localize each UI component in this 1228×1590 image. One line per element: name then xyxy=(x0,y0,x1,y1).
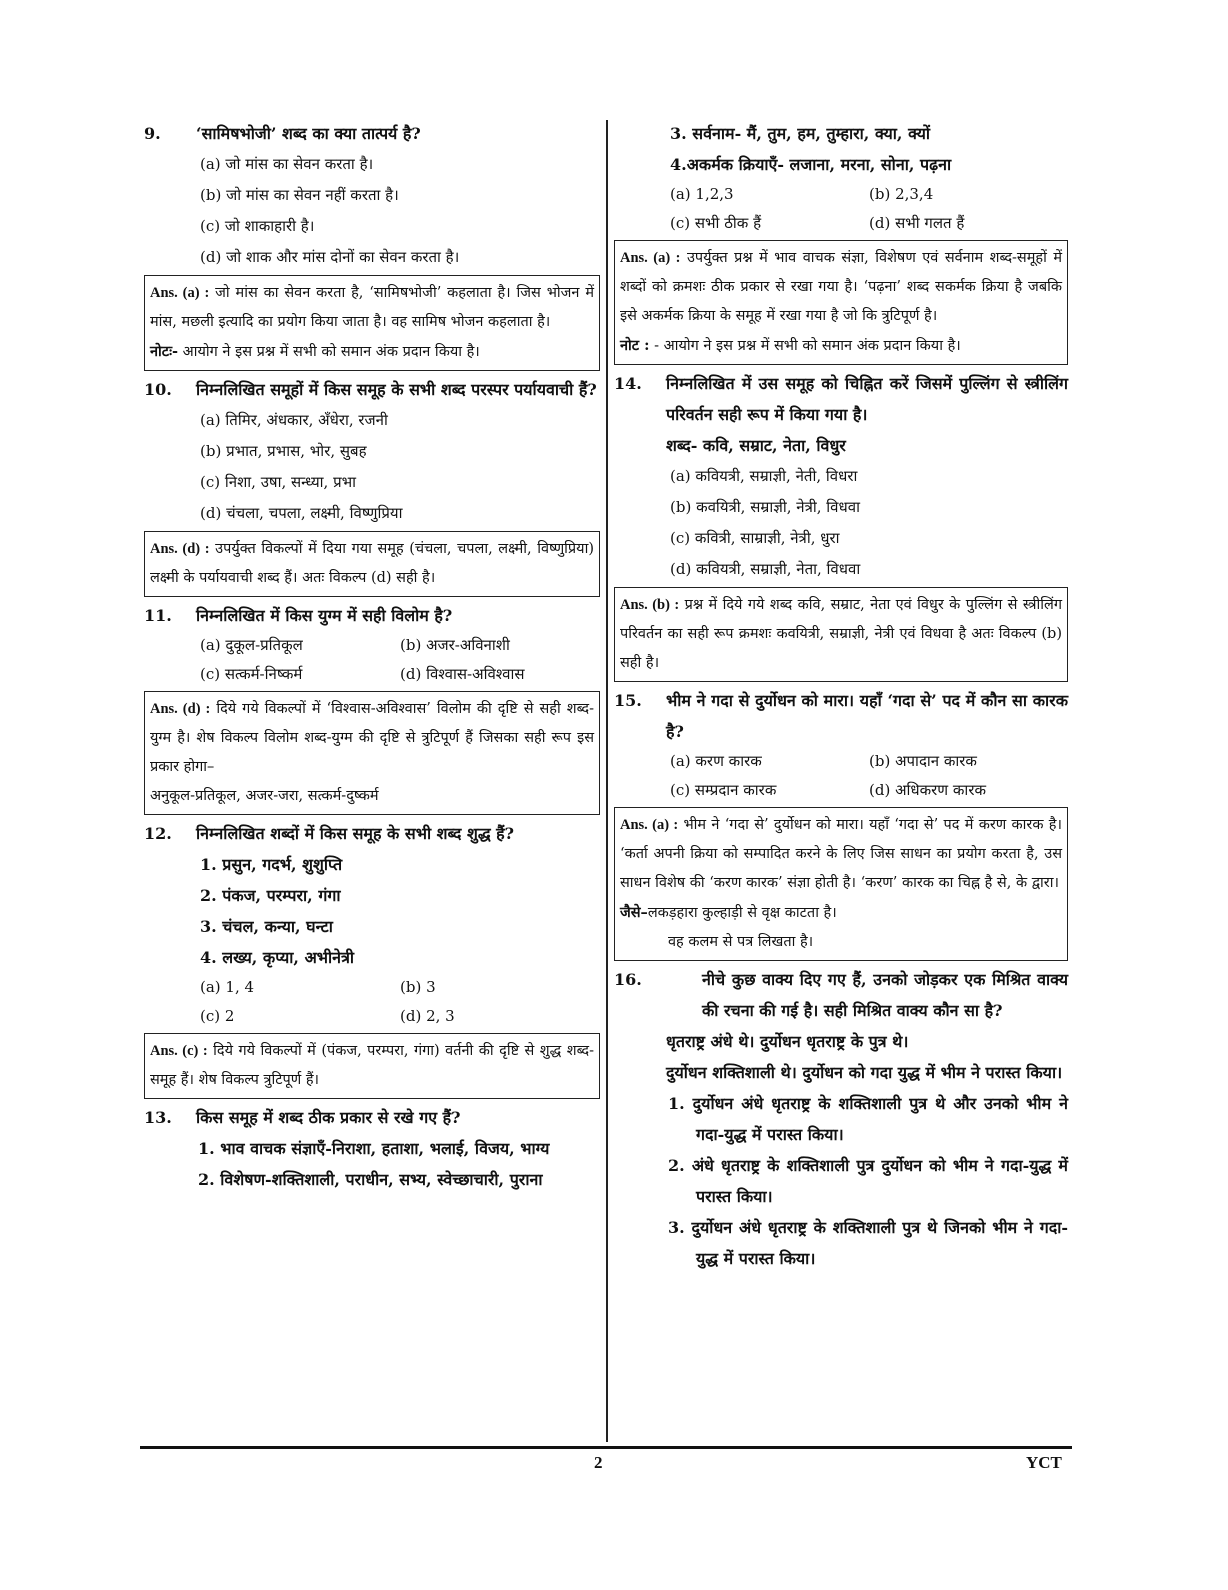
option-c: (c) जो शाकाहारी है। xyxy=(200,217,315,235)
left-column xyxy=(144,118,600,1195)
answer-box xyxy=(144,275,600,371)
question-number: 10. xyxy=(144,380,172,399)
question-16 xyxy=(614,964,1068,1274)
option-b: (b) प्रभात, प्रभास, भोर, सुबह xyxy=(200,442,367,460)
answer-label: Ans. (d) : xyxy=(150,701,211,717)
word-list: शब्द- कवि, सम्राट, नेता, विधुर xyxy=(666,436,846,455)
question-text: ‘सामिषभोजी’ शब्द का क्या तात्पर्य है? xyxy=(196,124,421,143)
answer-box xyxy=(614,240,1068,365)
options-grid xyxy=(614,180,1068,238)
answer-text: दिये गये विकल्पों में ‘विश्वास-अविश्वास’ विलोम की दृष्टि से सही शब्द-युग्म है। शेष विकल्प विलोम शब्द-युग्म की दृष्टि से त्रुटिपूर्ण हैं जिसका सही रूप इस प्रकार होगा– xyxy=(150,701,594,775)
question-text: निम्नलिखित शब्दों में किस समूह के सभी शब्द शुद्ध हैं? xyxy=(196,824,515,843)
brand-label: YCT xyxy=(1026,1453,1062,1472)
option-c: (c) 2 xyxy=(200,1007,235,1025)
question-number: 9. xyxy=(144,124,161,143)
note-label: नोट : xyxy=(620,337,650,354)
example-label: जैसे– xyxy=(620,904,648,921)
question-13-continued xyxy=(614,118,1068,365)
option-c: (c) कवित्री, साम्राज्ञी, नेत्री, धुरा xyxy=(670,529,840,547)
option-a: (a) 1,2,3 xyxy=(670,185,734,203)
sentence: दुर्योधन शक्तिशाली थे। दुर्योधन को गदा युद्ध में भीम ने परास्त किया। xyxy=(666,1063,1063,1082)
note-text: - आयोग ने इस प्रश्न में सभी को समान अंक प्रदान किया है। xyxy=(649,338,961,354)
option-b: (b) अजर-अविनाशी xyxy=(400,636,510,654)
question-text: निम्नलिखित में उस समूह को चिह्नित करें जिसमें पुल्लिंग से स्त्रीलिंग परिवर्तन सही रूप में किया गया है। xyxy=(666,374,1068,424)
option-c: (c) सत्कर्म-निष्कर्म xyxy=(200,665,303,683)
option-a: (a) करण कारक xyxy=(670,752,762,770)
sentence: धृतराष्ट्र अंधे थे। दुर्योधन धृतराष्ट्र के पुत्र थे। xyxy=(666,1032,909,1051)
question-9 xyxy=(144,118,600,371)
answer-label: Ans. (a) : xyxy=(620,250,681,266)
right-column xyxy=(614,118,1068,1274)
example-text: वह कलम से पत्र लिखता है। xyxy=(668,934,814,950)
question-13 xyxy=(144,1102,600,1195)
option-c: (c) सभी ठीक हैं xyxy=(670,214,762,232)
question-14 xyxy=(614,368,1068,682)
question-text: भीम ने गदा से दुर्योधन को मारा। यहाँ ‘गदा से’ पद में कौन सा कारक है? xyxy=(666,691,1068,741)
option-d: (d) कवियत्री, सम्राज्ञी, नेता, विधवा xyxy=(670,560,861,578)
option-c: (c) सम्प्रदान कारक xyxy=(670,781,777,799)
answer-text: दिये गये विकल्पों में (पंकज, परम्परा, गंगा) वर्तनी की दृष्टि से शुद्ध शब्द-समूह हैं। शेष विकल्प त्रुटिपूर्ण हैं। xyxy=(150,1043,594,1088)
list-item: 1. प्रसुन, गदर्भ, शुशुप्ति xyxy=(200,855,343,874)
list-item: 4.अकर्मक क्रियाएँ- लजाना, मरना, सोना, पढ़ना xyxy=(670,155,952,174)
question-text: किस समूह में शब्द ठीक प्रकार से रखे गए हैं? xyxy=(196,1108,461,1127)
option-b: (b) जो मांस का सेवन नहीं करता है। xyxy=(200,186,399,204)
answer-label: Ans. (a) : xyxy=(620,817,679,833)
answer-box xyxy=(614,807,1068,961)
question-text: नीचे कुछ वाक्य दिए गए हैं, उनको जोड़कर एक मिश्रित वाक्य की रचना की गई है। सही मिश्रित वाक्य कौन सा है? xyxy=(702,970,1068,1020)
example-text: लकड़हारा कुल्हाड़ी से वृक्ष काटता है। xyxy=(647,905,837,921)
option-a: (a) 1, 4 xyxy=(200,978,255,996)
option-b: (b) कवयित्री, सम्राज्ञी, नेत्री, विधवा xyxy=(670,498,860,516)
answer-text: उपर्युक्त विकल्पों में दिया गया समूह (चंचला, चपला, लक्ष्मी, विष्णुप्रिया) लक्ष्मी के पर्यायवाची शब्द हैं। अतः विकल्प (d) सही है। xyxy=(150,541,595,586)
list-item: 2. अंधे धृतराष्ट्र के शक्तिशाली पुत्र दुर्योधन को भीम ने गदा-युद्ध में परास्त किया। xyxy=(668,1156,1068,1206)
option-a: (a) दुकूल-प्रतिकूल xyxy=(200,636,303,654)
list-item: 3. चंचल, कन्या, घन्टा xyxy=(200,917,333,936)
page-number: 2 xyxy=(594,1453,603,1472)
question-number: 14. xyxy=(614,374,642,393)
question-number: 13. xyxy=(144,1108,172,1127)
option-a: (a) जो मांस का सेवन करता है। xyxy=(200,155,374,173)
option-d: (d) 2, 3 xyxy=(400,1007,455,1025)
list-item: 2. विशेषण-शक्तिशाली, पराधीन, सभ्य, स्वेच्छाचारी, पुराना xyxy=(198,1170,543,1189)
answer-text: उपर्युक्त प्रश्न में भाव वाचक संज्ञा, विशेषण एवं सर्वनाम शब्द-समूहों में शब्दों को क्रमशः ठीक प्रकार से रखा गया है। ‘पढ़ना’ शब्द सकर्मक क्रिया है जबकि इसे अकर्मक क्रिया के समूह में रखा गया है जो कि त्रुटिपूर्ण है। xyxy=(620,250,1062,324)
question-number: 15. xyxy=(614,691,642,710)
question-number: 11. xyxy=(144,606,172,625)
list-item: 3. दुर्योधन अंधे धृतराष्ट्र के शक्तिशाली पुत्र थे जिनको भीम ने गदा-युद्ध में परास्त किया। xyxy=(668,1218,1068,1268)
options-grid xyxy=(144,973,600,1031)
answer-box xyxy=(144,531,600,597)
answer-label: Ans. (a) : xyxy=(150,285,210,301)
note-label: नोटः- xyxy=(150,343,179,360)
column-divider xyxy=(606,120,608,1442)
option-b: (b) अपादान कारक xyxy=(869,752,977,770)
list-item: 3. सर्वनाम- मैं, तुम, हम, तुम्हारा, क्या, क्यों xyxy=(670,124,931,143)
list-item: 2. पंकज, परम्परा, गंगा xyxy=(200,886,341,905)
footer-rule xyxy=(140,1446,1072,1449)
option-b: (b) 3 xyxy=(400,978,436,996)
answer-text: प्रश्न में दिये गये शब्द कवि, सम्राट, नेता एवं विधुर के पुल्लिंग से स्त्रीलिंग परिवर्तन का सही रूप क्रमशः कवयित्री, सम्राज्ञी, नेत्री एवं विधवा है अतः विकल्प (b) सही है। xyxy=(620,597,1062,671)
answer-box xyxy=(144,691,600,815)
list-item: 1. भाव वाचक संज्ञाएँ-निराशा, हताशा, भलाई, विजय, भाग्य xyxy=(198,1139,550,1158)
answer-text: जो मांस का सेवन करता है, ‘सामिषभोजी’ कहलाता है। जिस भोजन में मांस, मछली इत्यादि का प्रयोग किया जाता है। वह सामिष भोजन कहलाता है। xyxy=(150,285,594,330)
option-d: (d) अधिकरण कारक xyxy=(869,781,986,799)
option-d: (d) विश्वास-अविश्वास xyxy=(400,665,525,683)
option-a: (a) कवियत्री, सम्राज्ञी, नेती, विधरा xyxy=(670,467,858,485)
answer-label: Ans. (d) : xyxy=(150,541,210,557)
answer-box xyxy=(144,1033,600,1099)
list-item: 4. लख्य, कृप्या, अभीनेत्री xyxy=(200,948,355,967)
question-number: 16. xyxy=(614,970,642,989)
list-item: 1. दुर्योधन अंधे धृतराष्ट्र के शक्तिशाली पुत्र थे और उनको भीम ने गदा-युद्ध में परास्त किया। xyxy=(668,1094,1068,1144)
question-text: निम्नलिखित समूहों में किस समूह के सभी शब्द परस्पर पर्यायवाची हैं? xyxy=(196,380,597,399)
answer-extra: अनुकूल-प्रतिकूल, अजर-जरा, सत्कर्म-दुष्कर्म xyxy=(150,788,379,804)
question-11 xyxy=(144,600,600,815)
answer-box xyxy=(614,587,1068,682)
question-10 xyxy=(144,374,600,597)
options-grid xyxy=(144,631,600,689)
options-grid xyxy=(614,747,1068,805)
option-d: (d) जो शाक और मांस दोनों का सेवन करता है। xyxy=(200,248,460,266)
question-15 xyxy=(614,685,1068,961)
answer-label: Ans. (c) : xyxy=(150,1043,208,1059)
question-12 xyxy=(144,818,600,1099)
option-d: (d) चंचला, चपला, लक्ष्मी, विष्णुप्रिया xyxy=(200,504,403,522)
option-a: (a) तिमिर, अंधकार, अँधेरा, रजनी xyxy=(200,411,388,429)
question-text: निम्नलिखित में किस युग्म में सही विलोम है? xyxy=(196,606,453,625)
option-c: (c) निशा, उषा, सन्ध्या, प्रभा xyxy=(200,473,357,491)
answer-text: भीम ने ‘गदा से’ दुर्योधन को मारा। यहाँ ‘गदा से’ पद में करण कारक है। ‘कर्ता अपनी क्रिया को सम्पादित करने के लिए जिस साधन का प्रयोग करता है, उस साधन विशेष की ‘करण कारक’ संज्ञा होती है। ‘करण’ कारक का चिह्न है से, के द्वारा। xyxy=(620,817,1062,891)
question-number: 12. xyxy=(144,824,172,843)
option-d: (d) सभी गलत हैं xyxy=(869,214,965,232)
option-b: (b) 2,3,4 xyxy=(869,185,934,203)
answer-label: Ans. (b) : xyxy=(620,597,680,613)
note-text: आयोग ने इस प्रश्न में सभी को समान अंक प्रदान किया है। xyxy=(178,344,480,360)
